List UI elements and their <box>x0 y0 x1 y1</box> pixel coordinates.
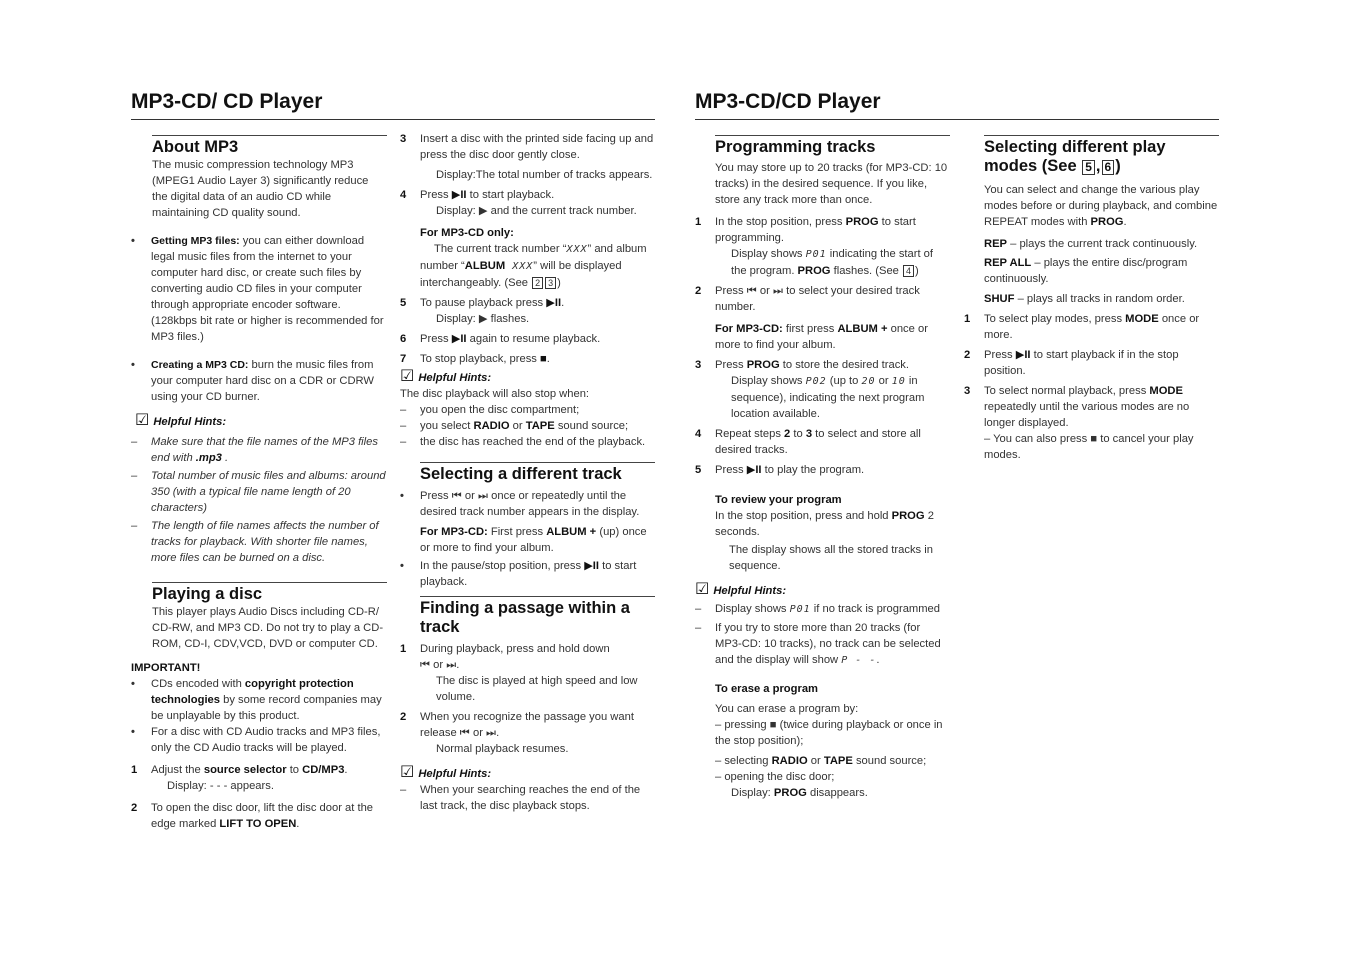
step-4: 4 Repeat steps 2 to 3 to select and store all desired tracks. <box>695 428 921 456</box>
step-1-display: Display: - - - appears. <box>167 780 274 792</box>
step-1: 1 To select play modes, press MODE once or more. <box>964 313 1200 341</box>
step-3-display: Display:The total number of tracks appears. <box>436 169 653 181</box>
step-3: 3 To select normal playback, press MODE repeatedly until the various modes are no longer displayed. – You can also press ■ to cancel your play modes. <box>964 383 1219 463</box>
column-1 <box>131 135 387 832</box>
programming-heading: Programming tracks <box>715 135 950 157</box>
selecting-track-heading: Selecting a different track <box>420 462 655 484</box>
playing-disc-section <box>131 582 387 652</box>
column-4 <box>964 135 1219 463</box>
finding-step-1-display: The disc is played at high speed and low volume. <box>436 675 638 703</box>
important-label: IMPORTANT! <box>131 662 201 674</box>
column-3 <box>695 135 950 801</box>
helpful-hints-heading: ☑ Helpful Hints: <box>135 412 227 429</box>
programming-section <box>695 135 950 208</box>
mode-shuf: SHUF – plays all tracks in random order. <box>984 293 1185 305</box>
mp3-only-text: The current track number “XXX” and album number “ALBUM XXX” will be displayed interchangeably. (See 2 3 ) <box>420 243 647 289</box>
list-item: • In the pause/stop position, press ▶II to start playback. <box>400 560 637 588</box>
step-5: 5 Press ▶II to play the program. <box>695 464 865 476</box>
hint-item: – Total number of music files and albums: around 350 (with a typical file name length of 20 characters) <box>131 470 386 514</box>
step-5: 5 To pause playback press ▶II. Display: ▶ flashes. <box>400 295 655 327</box>
finding-passage-section <box>400 596 655 637</box>
mode-rep-all: REP ALL – plays the entire disc/program continuously. <box>984 257 1188 285</box>
erase-program-label: To erase a program <box>715 683 819 695</box>
getting-mp3-label: Getting MP3 files: <box>151 235 240 247</box>
erase-option: – opening the disc door; <box>715 771 835 783</box>
review-display: The display shows all the stored tracks in sequence. <box>729 544 933 572</box>
checkmark-note-icon: ☑ <box>400 764 415 781</box>
play-modes-intro: You can select and change the various play modes before or during playback, and combine REPEAT modes with PROG. <box>984 184 1218 228</box>
right-page-title: MP3-CD/CD Player <box>695 90 881 113</box>
step-4: 4 Press ▶II to start playback. Display: ▶ and the current track number. <box>400 187 655 219</box>
erase-option: – selecting RADIO or TAPE sound source; <box>715 755 927 767</box>
list-item: • Creating a MP3 CD: burn the music files from your computer hard disc on a CDR or CDRW using your CD burner. <box>131 359 374 403</box>
checkmark-note-icon: ☑ <box>135 412 150 429</box>
hint-item: – Display shows P01 if no track is programmed <box>695 603 940 615</box>
erase-display: Display: PROG disappears. <box>731 787 868 799</box>
step-7: 7 To stop playback, press ■. <box>400 353 550 365</box>
step-2: 2 Press ⏮ or ⏭ to select your desired track number. For MP3-CD: first press ALBUM + once or more to find your album. <box>695 285 928 351</box>
hint-item: – If you try to store more than 20 tracks (for MP3-CD: 10 tracks), no track can be selected and the display will show P - -. <box>695 622 941 666</box>
step-4-display: Display: ▶ and the current track number. <box>436 205 637 217</box>
step-2: 2 Press ▶II to start playback if in the stop position. <box>964 349 1179 377</box>
selecting-track-section <box>400 462 655 484</box>
column-2 <box>400 131 655 814</box>
step-2: 2 When you recognize the passage you want release ⏮ or ⏭. Normal playback resumes. <box>400 709 655 757</box>
step-3: 3 Insert a disc with the printed side facing up and press the disc door gently close. Display:The total number of tracks appears. <box>400 133 654 181</box>
mode-rep: REP – plays the current track continuously. <box>984 238 1198 250</box>
list-item: • CDs encoded with copyright protection technologies by some record companies may be unplayable by this product. <box>131 678 382 722</box>
stop-intro: The disc playback will also stop when: <box>400 388 590 400</box>
finding-passage-heading: Finding a passage within a track <box>420 596 655 637</box>
playing-disc-heading: Playing a disc <box>152 582 387 604</box>
right-title-rule <box>695 119 1219 120</box>
finding-step-2-display: Normal playback resumes. <box>436 743 569 755</box>
play-modes-section <box>964 135 1219 307</box>
creating-mp3-text: burn the music files from your computer hard disc on a CDR or CDRW using your CD burner. <box>151 359 374 403</box>
hint-item: – Make sure that the file names of the MP3 files end with .mp3 . <box>131 436 378 464</box>
step-2: 2 To open the disc door, lift the disc door at the edge marked LIFT TO OPEN. <box>131 802 374 830</box>
programming-step-1-display: Display shows P01 indicating the start of the program. PROG flashes. (See 4 ) <box>731 248 934 277</box>
seek-keys: ⏮ or ⏭. <box>420 659 460 671</box>
checkmark-note-icon: ☑ <box>695 581 710 598</box>
about-mp3-intro: The music compression technology MP3 (MPEG1 Audio Layer 3) significantly reduce the digital data of an audio CD while maintaining CD quality sound. <box>152 159 369 219</box>
programming-step-3-display: Display shows P02 (up to 20 or 10 in sequence), indicating the next program location available. <box>731 375 925 420</box>
left-page-title: MP3-CD/ CD Player <box>131 90 323 113</box>
step-6: 6 Press ▶II again to resume playback. <box>400 333 601 345</box>
hint-item: – you open the disc compartment; <box>400 404 580 416</box>
about-mp3-heading: About MP3 <box>152 135 387 157</box>
step-1: 1 During playback, press and hold down ⏮ or ⏭. The disc is played at high speed and low volume. <box>400 641 655 705</box>
list-item: • For a disc with CD Audio tracks and MP3 files, only the CD Audio tracks will be played. <box>131 726 381 754</box>
cancel-modes-note: – You can also press ■ to cancel your play modes. <box>984 433 1194 461</box>
helpful-hints-heading: ☑ Helpful Hints: <box>400 368 492 385</box>
step-1: 1 In the stop position, press PROG to start programming. Display shows P01 indicating the start of the program. PROG flashes. (See 4 ) <box>695 214 950 279</box>
step-5-display: Display: ▶ flashes. <box>436 313 530 325</box>
checkmark-note-icon: ☑ <box>400 368 415 385</box>
step-1: 1 Adjust the source selector to CD/MP3. Display: - - - appears. <box>131 762 387 794</box>
step-3: 3 Press PROG to store the desired track. Display shows P02 (up to 20 or 10 in sequence), indicating the next program location available. <box>695 357 950 422</box>
playing-disc-intro: This player plays Audio Discs including CD-R/ CD-RW, and MP3 CD. Do not try to play a CD-ROM, CD-I, CDV,VCD, DVD or computer CD. <box>152 606 384 650</box>
left-title-rule <box>131 119 655 120</box>
helpful-hints-heading: ☑ Helpful Hints: <box>400 764 492 781</box>
getting-mp3-text: you can either download legal music files from the internet to your computer hard disc, or create such files by converting audio CD files in your computer through appropriate encoder software. (128kbps bit rate or higher is recommended for MP3 files.) <box>151 235 384 343</box>
hint-item: – you select RADIO or TAPE sound source; <box>400 420 629 432</box>
creating-mp3-label: Creating a MP3 CD: <box>151 359 249 371</box>
review-program-label: To review your program <box>715 494 842 506</box>
helpful-hints-heading: ☑ Helpful Hints: <box>695 581 787 598</box>
hint-item: – The length of file names affects the number of tracks for playback. With shorter file names, more files can be burned on a disc. <box>131 520 379 564</box>
erase-option: – pressing ■ (twice during playback or once in the stop position); <box>715 719 943 747</box>
play-modes-heading: Selecting different play modes (See 5 , 6 ) <box>984 135 1219 176</box>
erase-program-text <box>695 701 950 801</box>
list-item: • Getting MP3 files: you can either download legal music files from the internet to your computer hard disc, or create such files by converting audio CD files in your computer through appropriate encoder software. (128kbps bit rate or higher is recommended for MP3 files.) <box>131 235 384 343</box>
review-program-text: In the stop position, press and hold PROG 2 seconds. The display shows all the stored tracks in sequence. <box>695 508 950 574</box>
mp3-only-label: For MP3-CD only: <box>420 227 514 239</box>
programming-intro: You may store up to 20 tracks (for MP3-CD: 10 tracks) in the desired sequence. If you like, store any track more than once. <box>715 162 948 206</box>
about-mp3-section <box>131 135 387 221</box>
hint-item: – When your searching reaches the end of the last track, the disc playback stops. <box>400 784 641 812</box>
erase-intro: You can erase a program by: <box>715 703 859 715</box>
hint-item: – the disc has reached the end of the playback. <box>400 436 646 448</box>
list-item: • Press ⏮ or ⏭ once or repeatedly until the desired track number appears in the display. For MP3-CD: First press ALBUM + (up) once or more to find your album. <box>400 490 647 554</box>
